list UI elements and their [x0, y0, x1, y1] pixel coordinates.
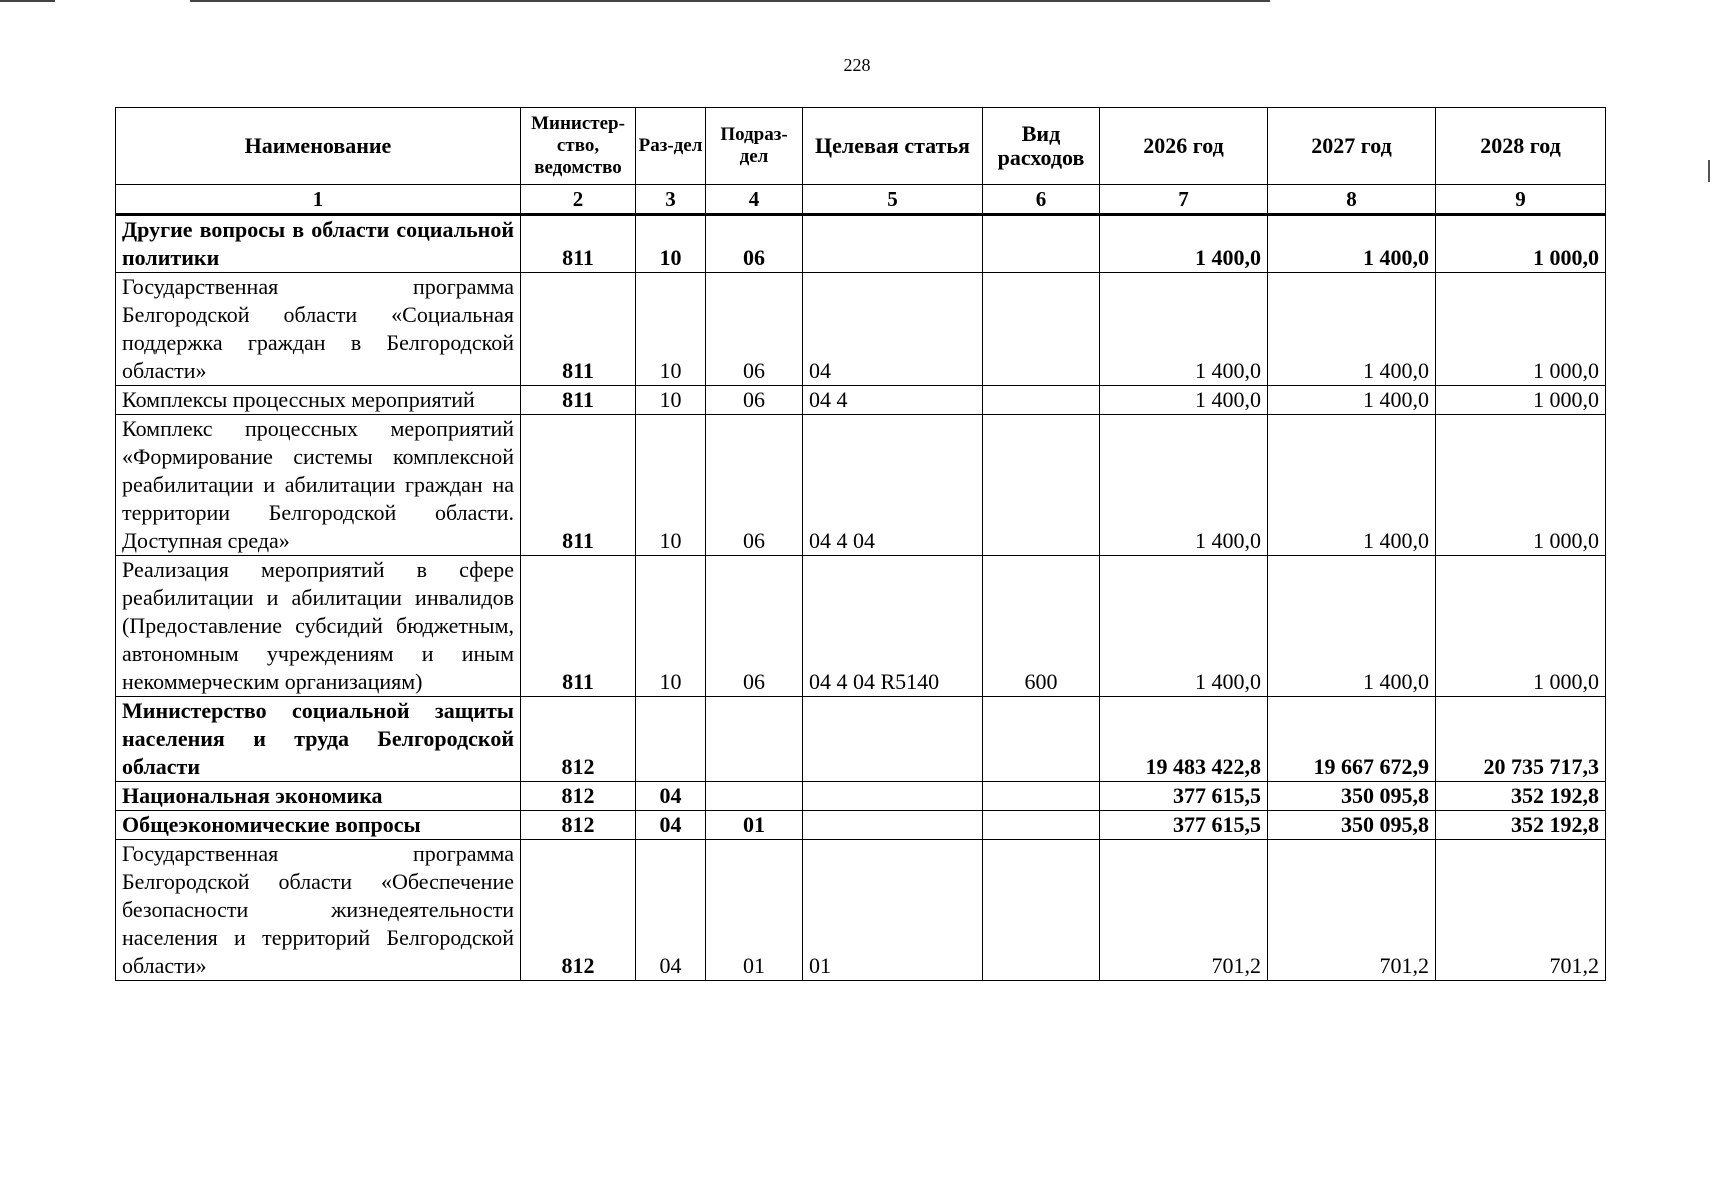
col-number: 5 [803, 185, 983, 215]
header-row [116, 108, 1606, 185]
row-expense-type [983, 697, 1100, 782]
col-number: 4 [706, 185, 803, 215]
row-amount-2026: 1 400,0 [1100, 415, 1268, 556]
col-number: 3 [636, 185, 706, 215]
row-ministry: 812 [521, 697, 636, 782]
table-row [116, 782, 1606, 811]
row-name: Национальная экономика [116, 782, 521, 811]
row-amount-2027: 19 667 672,9 [1268, 697, 1436, 782]
row-name: Комплексы процессных мероприятий [116, 386, 521, 415]
row-expense-type [983, 273, 1100, 386]
row-expense-type [983, 840, 1100, 981]
row-subsection: 06 [706, 215, 803, 273]
row-amount-2027: 1 400,0 [1268, 273, 1436, 386]
row-subsection [706, 697, 803, 782]
row-amount-2028: 701,2 [1436, 840, 1606, 981]
row-name: Комплекс процессных мероприятий «Формирование системы комплексной реабилитации и абилитации граждан на территории Белгородской области. Доступная среда» [116, 415, 521, 556]
row-section: 04 [636, 782, 706, 811]
header-expense-type: Вид расходов [983, 108, 1100, 185]
row-ministry: 811 [521, 273, 636, 386]
row-amount-2026: 1 400,0 [1100, 556, 1268, 697]
row-ministry: 811 [521, 215, 636, 273]
row-name: Государственная программа Белгородской области «Обеспечение безопасности жизнедеятельности населения и территорий Белгородской области» [116, 840, 521, 981]
row-name: Общеэкономические вопросы [116, 811, 521, 840]
row-amount-2028: 1 000,0 [1436, 215, 1606, 273]
row-subsection: 01 [706, 840, 803, 981]
row-section: 04 [636, 811, 706, 840]
col-number: 1 [116, 185, 521, 215]
row-target-article: 04 4 04 R5140 [803, 556, 983, 697]
row-target-article [803, 811, 983, 840]
row-amount-2027: 1 400,0 [1268, 215, 1436, 273]
header-2027: 2027 год [1268, 108, 1436, 185]
row-amount-2026: 1 400,0 [1100, 273, 1268, 386]
row-amount-2027: 350 095,8 [1268, 811, 1436, 840]
header-name: Наименование [116, 108, 521, 185]
table-row [116, 386, 1606, 415]
row-expense-type [983, 415, 1100, 556]
header-ministry: Министер-ство, ведомство [521, 108, 636, 185]
row-amount-2028: 1 000,0 [1436, 386, 1606, 415]
scan-top-line [190, 0, 1270, 2]
row-name: Государственная программа Белгородской области «Социальная поддержка граждан в Белгородской области» [116, 273, 521, 386]
table-row [116, 556, 1606, 697]
row-ministry: 811 [521, 415, 636, 556]
table-row [116, 215, 1606, 273]
header-section: Раз-дел [636, 108, 706, 185]
row-expense-type [983, 386, 1100, 415]
row-target-article [803, 215, 983, 273]
row-target-article: 01 [803, 840, 983, 981]
row-target-article: 04 [803, 273, 983, 386]
header-subsection: Подраз-дел [706, 108, 803, 185]
row-name: Другие вопросы в области социальной политики [116, 215, 521, 273]
row-amount-2027: 350 095,8 [1268, 782, 1436, 811]
row-amount-2028: 352 192,8 [1436, 811, 1606, 840]
row-subsection: 06 [706, 273, 803, 386]
row-section [636, 697, 706, 782]
row-amount-2026: 19 483 422,8 [1100, 697, 1268, 782]
table-row [116, 840, 1606, 981]
row-amount-2028: 352 192,8 [1436, 782, 1606, 811]
row-ministry: 811 [521, 386, 636, 415]
row-expense-type [983, 215, 1100, 273]
table-row [116, 697, 1606, 782]
table-row [116, 415, 1606, 556]
row-amount-2028: 1 000,0 [1436, 273, 1606, 386]
row-expense-type: 600 [983, 556, 1100, 697]
row-amount-2028: 1 000,0 [1436, 556, 1606, 697]
row-subsection [706, 782, 803, 811]
row-amount-2027: 1 400,0 [1268, 415, 1436, 556]
scan-top-line-left [0, 0, 55, 2]
row-amount-2027: 1 400,0 [1268, 386, 1436, 415]
page-number: 228 [843, 55, 871, 75]
row-amount-2026: 377 615,5 [1100, 811, 1268, 840]
row-section: 10 [636, 273, 706, 386]
row-name: Реализация мероприятий в сфере реабилитации и абилитации инвалидов (Предоставление субсидий бюджетным, автономным учреждениям и иным некоммерческим организациям) [116, 556, 521, 697]
col-number: 8 [1268, 185, 1436, 215]
row-section: 04 [636, 840, 706, 981]
row-ministry: 811 [521, 556, 636, 697]
row-target-article: 04 4 04 [803, 415, 983, 556]
row-ministry: 812 [521, 811, 636, 840]
row-section: 10 [636, 215, 706, 273]
header-target: Целевая статья [803, 108, 983, 185]
budget-table [115, 107, 1606, 981]
table-row [116, 811, 1606, 840]
row-amount-2027: 1 400,0 [1268, 556, 1436, 697]
row-subsection: 01 [706, 811, 803, 840]
row-amount-2027: 701,2 [1268, 840, 1436, 981]
row-expense-type [983, 782, 1100, 811]
header-2028: 2028 год [1436, 108, 1606, 185]
row-amount-2028: 20 735 717,3 [1436, 697, 1606, 782]
scan-edge-mark [1708, 160, 1710, 182]
row-amount-2026: 1 400,0 [1100, 215, 1268, 273]
row-subsection: 06 [706, 415, 803, 556]
col-number: 6 [983, 185, 1100, 215]
row-ministry: 812 [521, 782, 636, 811]
row-target-article [803, 697, 983, 782]
row-amount-2026: 377 615,5 [1100, 782, 1268, 811]
row-amount-2026: 701,2 [1100, 840, 1268, 981]
row-ministry: 812 [521, 840, 636, 981]
col-number: 7 [1100, 185, 1268, 215]
row-subsection: 06 [706, 386, 803, 415]
row-target-article [803, 782, 983, 811]
row-subsection: 06 [706, 556, 803, 697]
table-row [116, 273, 1606, 386]
row-target-article: 04 4 [803, 386, 983, 415]
row-section: 10 [636, 415, 706, 556]
header-2026: 2026 год [1100, 108, 1268, 185]
col-number: 9 [1436, 185, 1606, 215]
row-expense-type [983, 811, 1100, 840]
row-section: 10 [636, 556, 706, 697]
row-amount-2026: 1 400,0 [1100, 386, 1268, 415]
row-section: 10 [636, 386, 706, 415]
col-number: 2 [521, 185, 636, 215]
row-amount-2028: 1 000,0 [1436, 415, 1606, 556]
header-number-row [116, 185, 1606, 215]
row-name: Министерство социальной защиты населения и труда Белгородской области [116, 697, 521, 782]
